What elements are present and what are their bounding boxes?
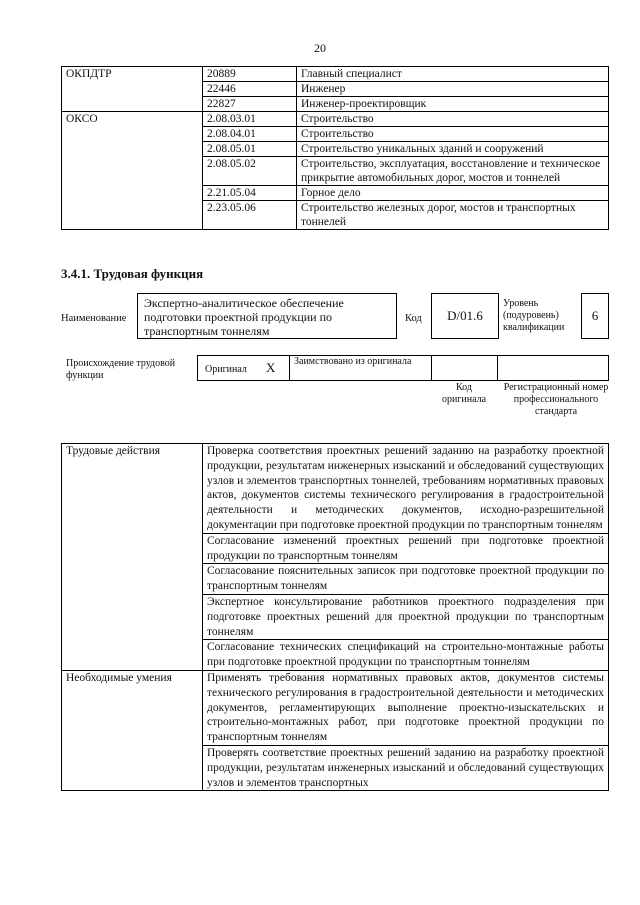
row-text: Проверять соответствие проектных решений заданию на разработку проектной продукции, результатам инженерных изысканий и обследований существующих узлов и элементов транспортных xyxy=(203,745,609,790)
classifier-cell xyxy=(62,186,203,201)
code-cell: 2.21.05.04 xyxy=(203,186,297,201)
code-cell: 22446 xyxy=(203,82,297,97)
level-box xyxy=(581,293,609,339)
classifier-cell xyxy=(62,201,203,230)
title-cell: Инженер-проектировщик xyxy=(297,97,609,112)
classification-codes-table xyxy=(61,66,609,230)
code-cell: 2.08.03.01 xyxy=(203,112,297,127)
row-text: Согласование технических спецификаций на строительно-монтажные работы при подготовке проектной продукции по транспортным тоннелям xyxy=(203,640,609,671)
original-mark: X xyxy=(266,360,276,375)
table-row xyxy=(62,82,609,97)
classifier-cell xyxy=(62,127,203,142)
code-cell: 2.08.05.01 xyxy=(203,142,297,157)
table-row xyxy=(62,201,609,230)
table-row xyxy=(62,142,609,157)
code-label: Код xyxy=(405,313,422,324)
table-row xyxy=(62,670,609,745)
classifier-cell xyxy=(62,157,203,186)
level-label: Уровень (подуровень) квалификации xyxy=(503,298,565,333)
table-row xyxy=(62,67,609,82)
code-cell: 20889 xyxy=(203,67,297,82)
table-row xyxy=(62,97,609,112)
code-cell: 2.23.05.06 xyxy=(203,201,297,230)
title-cell: Строительство xyxy=(297,127,609,142)
origin-label: Происхождение трудовой функции xyxy=(66,358,176,381)
row-label: Трудовые действия xyxy=(62,444,203,671)
code-cell: 22827 xyxy=(203,97,297,112)
title-cell: Строительство, эксплуатация, восстановление и техническое прикрытие автомобильных дорог, мостов и тоннелей xyxy=(297,157,609,186)
table-row xyxy=(62,444,609,534)
origin-divider xyxy=(497,355,498,381)
code-cell: 2.08.05.02 xyxy=(203,157,297,186)
level-value: 6 xyxy=(591,308,599,323)
title-cell: Строительство xyxy=(297,112,609,127)
classifier-cell xyxy=(62,97,203,112)
title-cell: Главный специалист xyxy=(297,67,609,82)
title-cell: Горное дело xyxy=(297,186,609,201)
labor-function-table xyxy=(61,443,609,791)
section-title: 3.4.1. Трудовая функция xyxy=(61,266,204,281)
table-row xyxy=(62,157,609,186)
borrowed-label: Заимствовано из оригинала xyxy=(294,356,412,367)
original-label: Оригинал xyxy=(205,364,247,375)
origin-divider xyxy=(431,355,432,381)
title-cell: Строительство железных дорог, мостов и транспортных тоннелей xyxy=(297,201,609,230)
page-number: 20 xyxy=(314,41,326,55)
registration-number-caption: Регистрационный номер профессионального стандарта xyxy=(503,382,609,417)
table-row xyxy=(62,127,609,142)
row-text: Применять требования нормативных правовых актов, документов системы технического регулирования в градостроительной деятельности и методических документов, регламентирующих выполнение проектно-изыскательских и строительно-монтажных работ, при подготовке проектной продукции по транспортным тоннелям xyxy=(203,670,609,745)
classifier-cell xyxy=(62,82,203,97)
table-row xyxy=(62,186,609,201)
row-label: Необходимые умения xyxy=(62,670,203,790)
title-cell: Инженер xyxy=(297,82,609,97)
classifier-cell xyxy=(62,142,203,157)
row-text: Проверка соответствия проектных решений заданию на разработку проектной продукции, результатам инженерных изысканий и обследований существующих узлов и элементов транспортных тоннелей, требованиям нормативных правовых актов, документов системы технического регулирования в градостроительной деятельности и методических документов, исходно-разрешительной документации при подготовке проектной продукции по транспортным тоннелям xyxy=(203,444,609,534)
row-text: Экспертное консультирование работников проектного подразделения при подготовке проектных решений для проектной продукции по транспортным тоннелям xyxy=(203,594,609,639)
classifier-cell: ОКПДТР xyxy=(62,67,203,82)
name-label: Наименование xyxy=(61,313,127,324)
function-name-box xyxy=(137,293,397,339)
function-code-box xyxy=(431,293,499,339)
origin-divider xyxy=(289,355,290,381)
title-cell: Строительство уникальных зданий и сооружений xyxy=(297,142,609,157)
function-code: D/01.6 xyxy=(447,308,483,323)
code-original-caption: Код оригинала xyxy=(441,382,487,405)
row-text: Согласование пояснительных записок при подготовке проектной продукции по транспортным тоннелям xyxy=(203,564,609,595)
code-cell: 2.08.04.01 xyxy=(203,127,297,142)
classifier-cell: ОКСО xyxy=(62,112,203,127)
function-name: Экспертно-аналитическое обеспечение подготовки проектной продукции по транспортным тоннелям xyxy=(144,296,344,338)
table-row xyxy=(62,112,609,127)
row-text: Согласование изменений проектных решений при подготовке проектной продукции по транспортным тоннелям xyxy=(203,533,609,564)
